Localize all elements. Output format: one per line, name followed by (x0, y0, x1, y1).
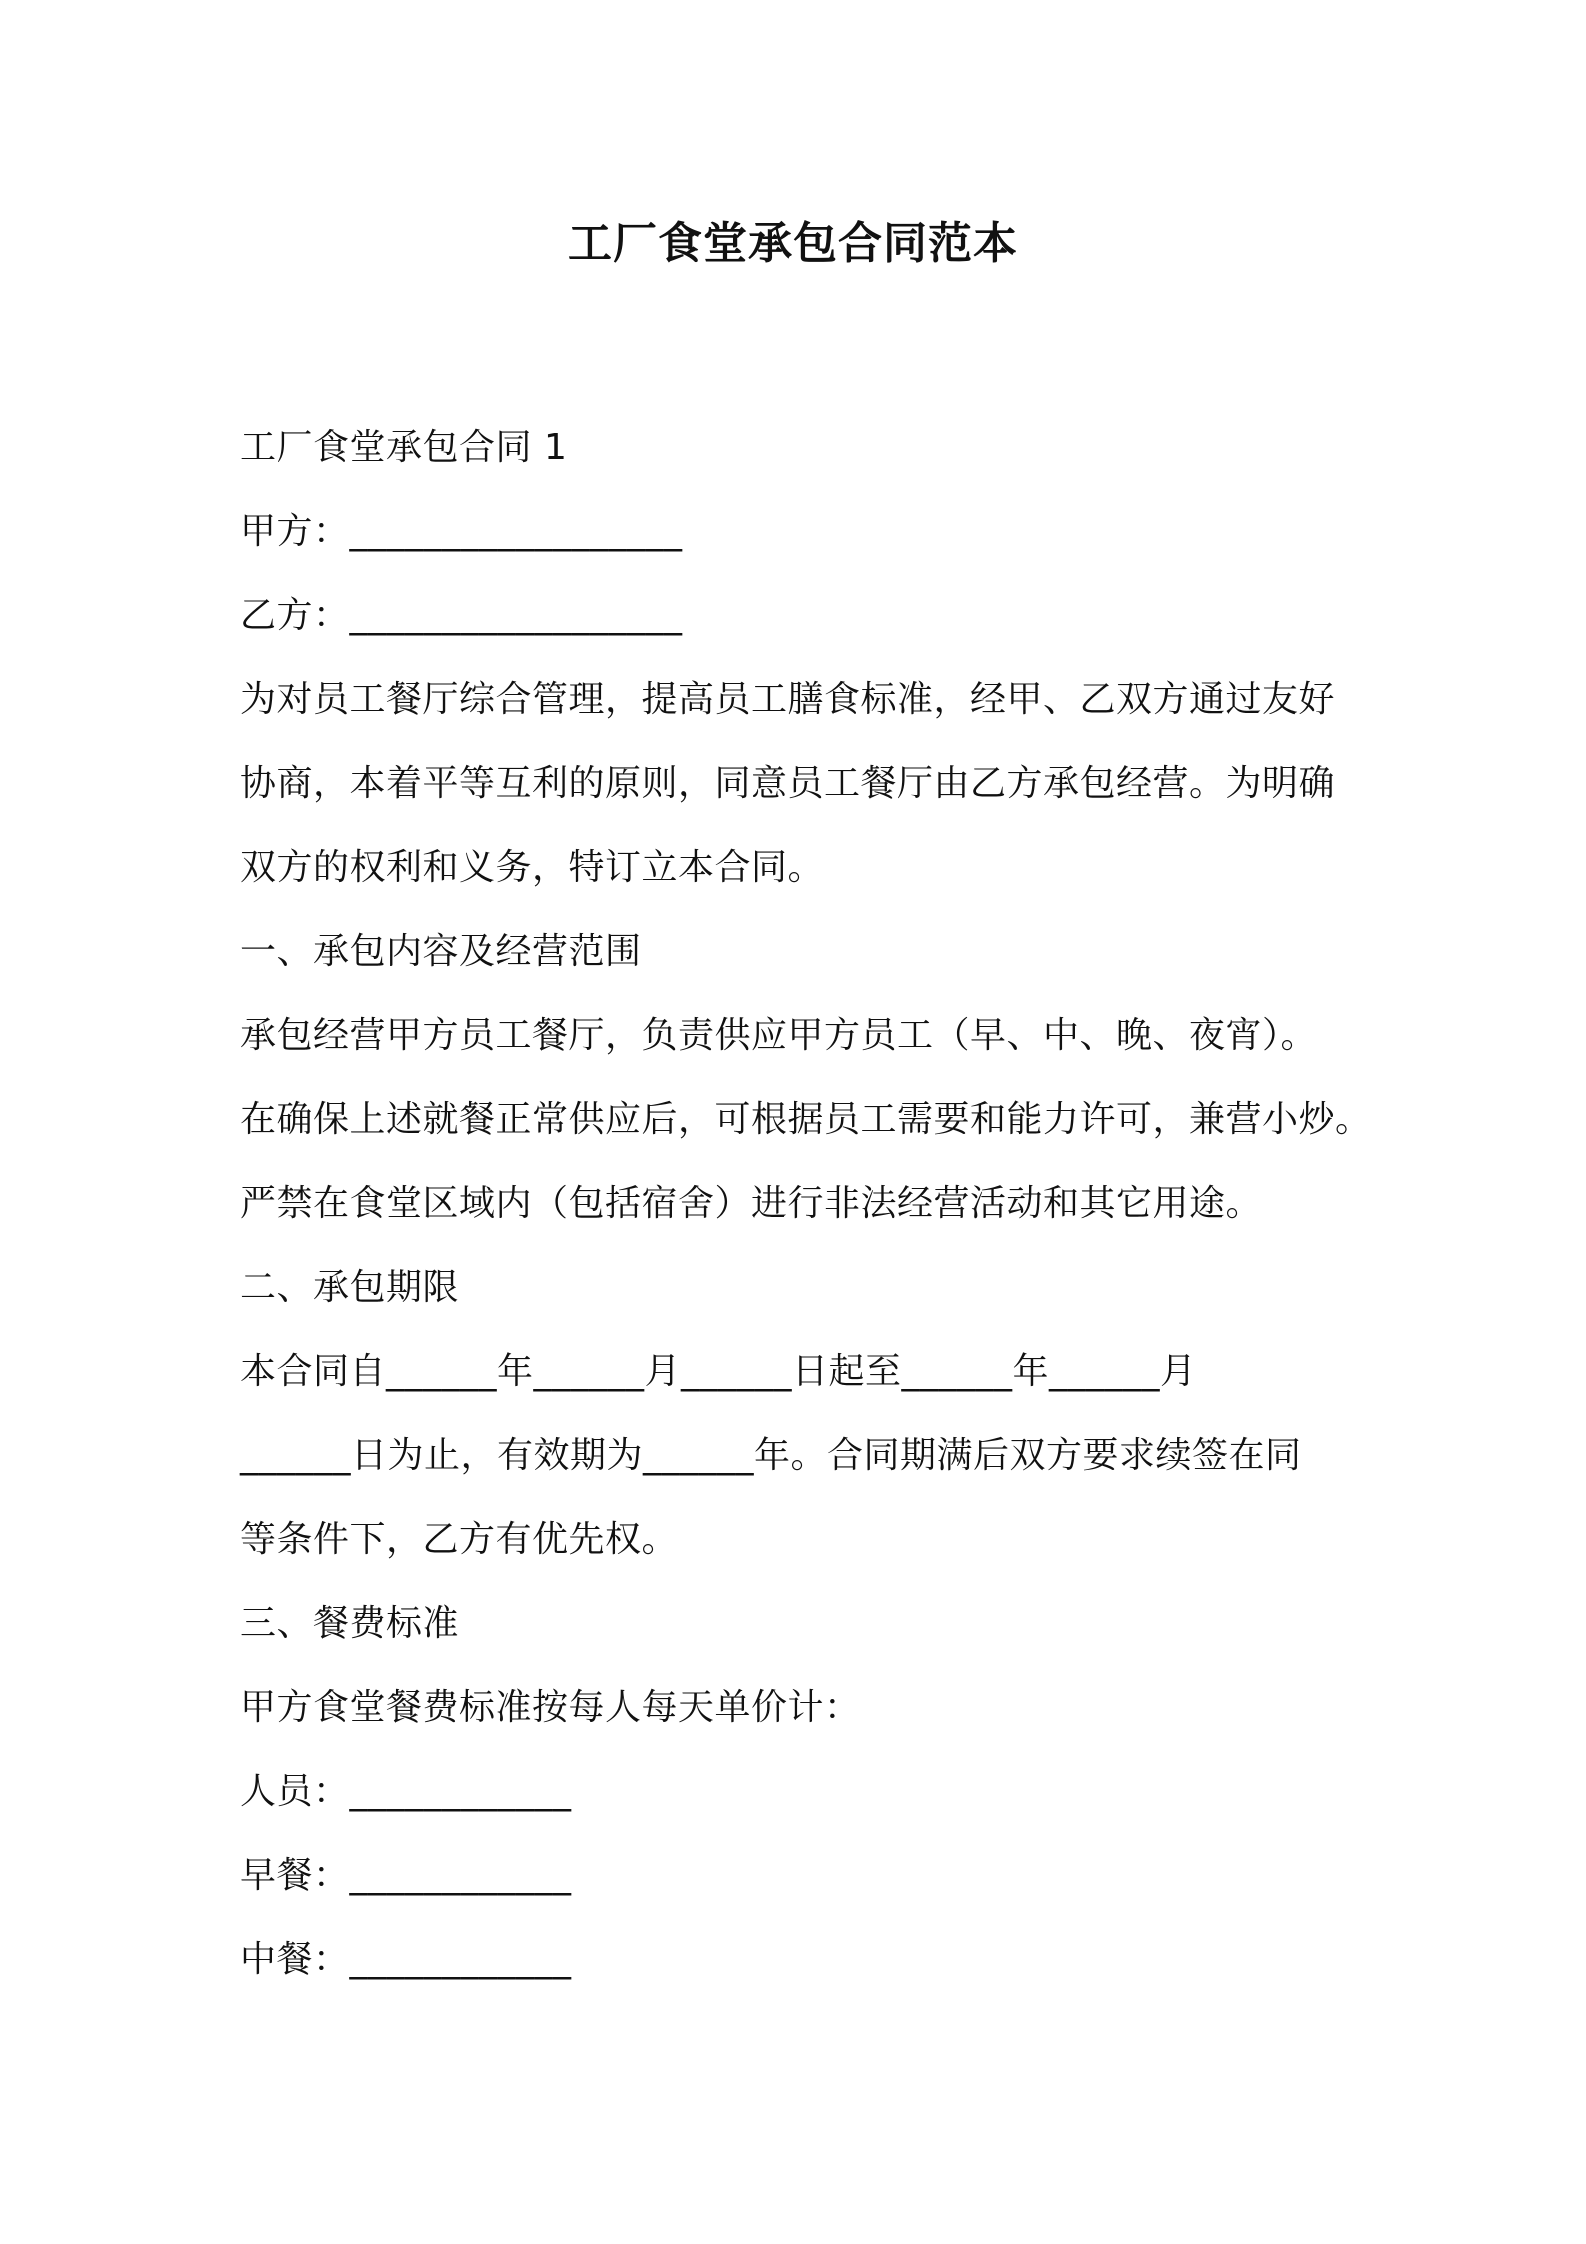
contract-heading: 工厂食堂承包合同 1 (240, 427, 568, 468)
section-1-line-2: 在确保上述就餐正常供应后，可根据员工需要和能力许可，兼营小炒。 (240, 1099, 1372, 1140)
section-2-line-2: ______日为止，有效期为______年。合同期满后双方要求续签在同 (240, 1435, 1302, 1476)
section-heading-3: 三、餐费标准 (240, 1603, 460, 1644)
staff-field-line: 人员：____________ (240, 1771, 572, 1812)
party-a-line: 甲方：__________________ (240, 511, 683, 552)
preamble-line-2: 协商，本着平等互利的原则，同意员工餐厅由乙方承包经营。为明确 (240, 763, 1336, 804)
document-body (240, 406, 1370, 2002)
preamble-line-3: 双方的权利和义务，特订立本合同。 (240, 847, 825, 888)
section-heading-2: 二、承包期限 (240, 1267, 460, 1308)
preamble-line-1: 为对员工餐厅综合管理，提高员工膳食标准，经甲、乙双方通过友好 (240, 679, 1336, 720)
lunch-field-line: 中餐：____________ (240, 1939, 572, 1980)
section-heading-1: 一、承包内容及经营范围 (240, 931, 642, 972)
section-2-line-3: 等条件下，乙方有优先权。 (240, 1519, 679, 1560)
section-1-line-3: 严禁在食堂区域内（包括宿舍）进行非法经营活动和其它用途。 (240, 1183, 1263, 1224)
section-1-line-1: 承包经营甲方员工餐厅，负责供应甲方员工（早、中、晚、夜宵）。 (240, 1015, 1318, 1056)
party-b-line: 乙方：__________________ (240, 595, 683, 636)
section-3-line-1: 甲方食堂餐费标准按每人每天单价计： (240, 1687, 861, 1728)
document-title: 工厂食堂承包合同范本 (568, 218, 1018, 269)
section-2-line-1: 本合同自______年______月______日起至______年______月 (240, 1351, 1197, 1392)
breakfast-field-line: 早餐：____________ (240, 1855, 572, 1896)
